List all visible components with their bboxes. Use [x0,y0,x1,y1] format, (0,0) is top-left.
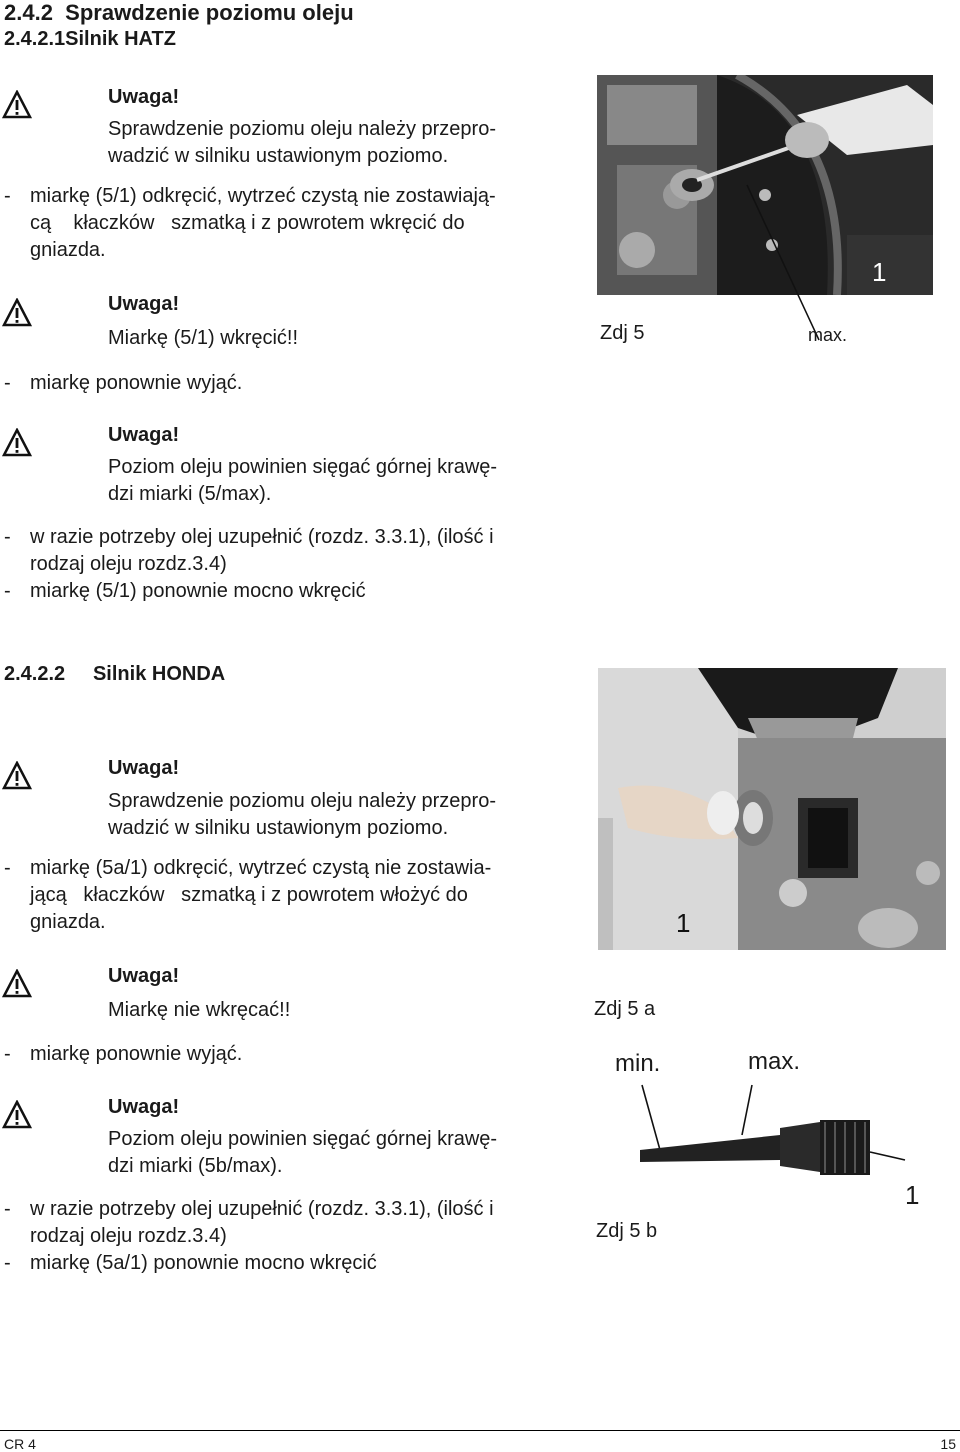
bullet-dash: - [4,185,11,207]
warning-text-line: Sprawdzenie poziomu oleju należy przepro- [108,790,496,812]
figure-callout-number: 1 [676,908,691,938]
bullet-dash: - [4,526,11,548]
bullet-dash: - [4,1198,11,1220]
warning-triangle-icon [2,298,32,328]
bullet-dash: - [4,857,11,879]
figure-caption: Zdj 5 a [594,998,656,1020]
warning-triangle-icon [2,90,32,120]
warning-label: Uwaga! [108,424,180,446]
max-leader-line [597,75,947,345]
section-heading [4,0,354,26]
step-text-line: miarkę (5a/1) ponownie mocno wkręcić [30,1252,377,1274]
figure-callout-number: 1 [872,257,887,287]
warning-label: Uwaga! [108,965,180,987]
footer-divider [0,1430,960,1431]
bullet-dash: - [4,1252,11,1274]
section-number: 2.4.2.2 [4,663,66,685]
warning-text-line: wadzić w silniku ustawionym poziomo. [108,817,449,839]
footer-left: CR 4 [4,1436,36,1452]
warning-text-line: Miarkę (5/1) wkręcić!! [108,327,299,349]
section-number: 2.4.2 [4,0,53,25]
step-text-line: gniazda. [30,239,106,261]
section-title: Sprawdzenie poziomu oleju [65,0,354,25]
warning-label: Uwaga! [108,293,180,315]
step-text-line: miarkę (5a/1) odkręcić, wytrzeć czystą nie zostawia- [30,857,492,879]
warning-label: Uwaga! [108,86,180,108]
warning-triangle-icon [2,1100,32,1130]
section-title: Silnik HONDA [92,663,226,685]
step-text-line: gniazda. [30,911,106,933]
warning-label: Uwaga! [108,1096,180,1118]
warning-triangle-icon [2,761,32,791]
engine-photo-honda [598,668,946,950]
step-text-line: rodzaj oleju rozdz.3.4) [30,1225,227,1247]
warning-triangle-icon [2,969,32,999]
bullet-dash: - [4,580,11,602]
warning-label: Uwaga! [108,757,180,779]
step-text-line: miarkę (5/1) ponownie mocno wkręcić [30,580,366,602]
step-text-line: miarkę (5/1) odkręcić, wytrzeć czystą nie zostawiają- [30,185,496,207]
step-text-line: cą kłaczków szmatką i z powrotem wkręcić do [30,212,465,234]
warning-text-line: dzi miarki (5/max). [108,483,272,505]
step-text-line: jącą kłaczków szmatką i z powrotem włożyć do [30,884,468,906]
subsection-heading [4,663,225,686]
page-number: 15 [940,1436,956,1452]
bullet-dash: - [4,372,11,394]
step-text-line: w razie potrzeby olej uzupełnić (rozdz. 3.3.1), (ilość i [30,526,494,548]
figure-caption: Zdj 5 [600,322,645,344]
warning-text-line: dzi miarki (5b/max). [108,1155,283,1177]
warning-text-line: wadzić w silniku ustawionym poziomo. [108,145,449,167]
label-min: min. [615,1050,661,1077]
warning-text-line: Sprawdzenie poziomu oleju należy przepro- [108,118,496,140]
label-max: max. [808,325,848,345]
warning-text-line: Poziom oleju powinien sięgać górnej krawę- [108,456,498,478]
step-text-line: miarkę ponownie wyjąć. [30,1043,243,1065]
step-text-line: rodzaj oleju rozdz.3.4) [30,553,227,575]
figure-caption: Zdj 5 b [596,1220,658,1242]
warning-text-line: Miarkę nie wkręcać!! [108,999,291,1021]
warning-triangle-icon [2,428,32,458]
dipstick-drawing [620,1080,940,1190]
bullet-dash: - [4,1043,11,1065]
step-text-line: miarkę ponownie wyjąć. [30,372,243,394]
label-max: max. [748,1048,801,1075]
figure-callout-number: 1 [905,1180,920,1210]
step-text-line: w razie potrzeby olej uzupełnić (rozdz. 3.3.1), (ilość i [30,1198,494,1220]
subsection-heading: 2.4.2.1Silnik HATZ [4,28,176,50]
warning-text-line: Poziom oleju powinien sięgać górnej krawę- [108,1128,498,1150]
